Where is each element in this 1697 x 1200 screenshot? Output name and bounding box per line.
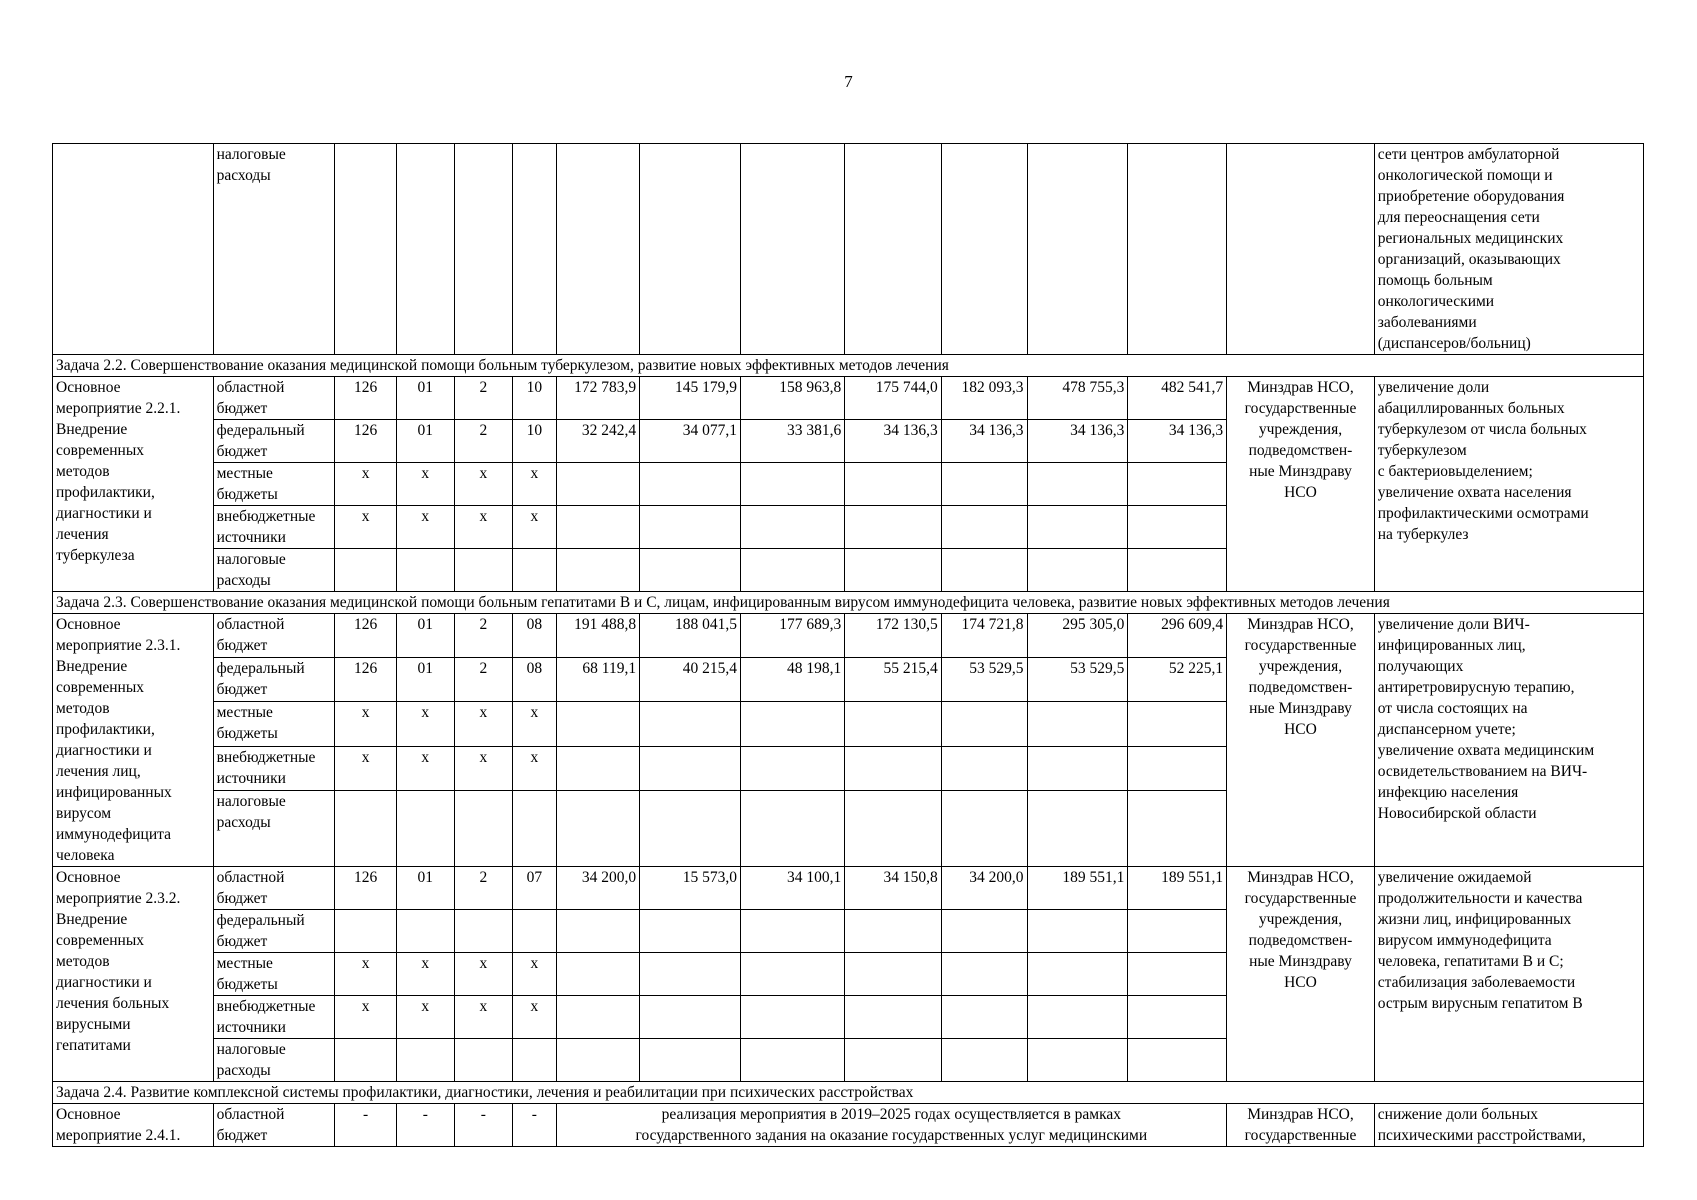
value-cell <box>845 702 942 746</box>
table-row <box>53 144 1644 355</box>
value-cell <box>556 463 640 506</box>
value-cell <box>1027 549 1128 592</box>
value-cell <box>640 463 741 506</box>
value-cell: 482 541,7 <box>1128 377 1227 420</box>
value-cell <box>1128 463 1227 506</box>
empty-cell <box>741 144 845 355</box>
code-cell: x <box>335 746 397 790</box>
value-cell <box>556 1039 640 1082</box>
program-table <box>52 143 1644 1147</box>
value-cell <box>1027 790 1128 866</box>
empty-cell <box>845 144 942 355</box>
funding-source: внебюджетные источники <box>213 746 335 790</box>
value-cell <box>941 910 1027 953</box>
value-cell <box>640 549 741 592</box>
table-row <box>53 867 1644 910</box>
funding-source: областной бюджет <box>213 614 335 658</box>
value-cell <box>1027 996 1128 1039</box>
funding-source: местные бюджеты <box>213 953 335 996</box>
code-cell: 2 <box>454 614 513 658</box>
code-cell <box>335 910 397 953</box>
code-cell: 07 <box>513 867 556 910</box>
value-cell: 32 242,4 <box>556 420 640 463</box>
code-cell: x <box>513 702 556 746</box>
value-cell: 68 119,1 <box>556 658 640 702</box>
value-cell <box>1128 910 1227 953</box>
value-cell: 177 689,3 <box>741 614 845 658</box>
value-cell: 53 529,5 <box>1027 658 1128 702</box>
funding-source: федеральный бюджет <box>213 910 335 953</box>
value-cell <box>1027 953 1128 996</box>
value-cell: 34 136,3 <box>1027 420 1128 463</box>
table-row <box>53 1104 1644 1147</box>
empty-cell <box>397 144 455 355</box>
code-cell <box>513 549 556 592</box>
value-cell <box>741 790 845 866</box>
value-cell <box>845 996 942 1039</box>
value-cell <box>556 996 640 1039</box>
value-cell <box>640 506 741 549</box>
code-cell: 2 <box>454 420 513 463</box>
code-cell: x <box>397 746 455 790</box>
code-cell: x <box>513 996 556 1039</box>
value-cell <box>845 1039 942 1082</box>
code-cell: 126 <box>335 867 397 910</box>
value-cell <box>741 549 845 592</box>
empty-cell <box>335 144 397 355</box>
value-cell: 172 783,9 <box>556 377 640 420</box>
code-cell <box>513 790 556 866</box>
value-cell: 295 305,0 <box>1027 614 1128 658</box>
value-cell <box>640 746 741 790</box>
code-cell: x <box>335 996 397 1039</box>
funding-source: областной бюджет <box>213 377 335 420</box>
empty-cell <box>1027 144 1128 355</box>
code-cell: x <box>513 506 556 549</box>
empty-cell <box>1128 144 1227 355</box>
value-cell <box>640 702 741 746</box>
value-cell: 34 200,0 <box>556 867 640 910</box>
page-number: 7 <box>844 72 853 91</box>
value-cell <box>556 953 640 996</box>
value-cell <box>556 506 640 549</box>
value-cell: 34 136,3 <box>1128 420 1227 463</box>
value-cell <box>845 506 942 549</box>
value-cell <box>941 746 1027 790</box>
code-cell: x <box>335 463 397 506</box>
value-cell: 189 551,1 <box>1027 867 1128 910</box>
task-row <box>53 355 1644 377</box>
code-cell <box>335 790 397 866</box>
code-cell: x <box>513 953 556 996</box>
code-cell: x <box>454 996 513 1039</box>
code-cell: - <box>513 1104 556 1147</box>
value-cell <box>640 790 741 866</box>
code-cell <box>397 910 455 953</box>
table-row <box>53 614 1644 658</box>
value-cell <box>1128 953 1227 996</box>
executor-cell: Минздрав НСО, государственные <box>1227 1104 1375 1147</box>
value-cell <box>1128 506 1227 549</box>
funding-source: налоговые расходы <box>213 549 335 592</box>
measure-name: Основное мероприятие 2.3.1. Внедрение современных методов профилактики, диагностики и лечения лиц, инфицированных вирусом иммунодефицита человека <box>53 614 214 867</box>
value-cell: 296 609,4 <box>1128 614 1227 658</box>
note-cell: реализация мероприятия в 2019–2025 годах осуществляется в рамках государственного задания на оказание государственных услуг медицинскими <box>556 1104 1227 1147</box>
value-cell: 34 077,1 <box>640 420 741 463</box>
code-cell: 01 <box>397 614 455 658</box>
measure-name: Основное мероприятие 2.2.1. Внедрение современных методов профилактики, диагностики и лечения туберкулеза <box>53 377 214 592</box>
value-cell <box>556 702 640 746</box>
code-cell: x <box>454 953 513 996</box>
funding-source: федеральный бюджет <box>213 658 335 702</box>
code-cell: - <box>335 1104 397 1147</box>
value-cell: 48 198,1 <box>741 658 845 702</box>
code-cell <box>397 1039 455 1082</box>
code-cell <box>397 549 455 592</box>
result-cell: увеличение доли абациллированных больных туберкулезом от числа больных туберкулезом с бактериовыделением; увеличение охвата населения профилактическими осмотрами на туберкулез <box>1374 377 1643 592</box>
value-cell <box>941 549 1027 592</box>
value-cell: 34 100,1 <box>741 867 845 910</box>
value-cell <box>556 746 640 790</box>
funding-source: областной бюджет <box>213 1104 335 1147</box>
code-cell <box>454 1039 513 1082</box>
value-cell <box>556 790 640 866</box>
code-cell: 2 <box>454 377 513 420</box>
value-cell <box>556 910 640 953</box>
code-cell: x <box>397 953 455 996</box>
value-cell <box>1128 1039 1227 1082</box>
value-cell: 188 041,5 <box>640 614 741 658</box>
code-cell: 08 <box>513 614 556 658</box>
value-cell <box>941 506 1027 549</box>
value-cell: 33 381,6 <box>741 420 845 463</box>
code-cell: x <box>454 702 513 746</box>
code-cell: x <box>454 463 513 506</box>
value-cell: 145 179,9 <box>640 377 741 420</box>
code-cell: 126 <box>335 614 397 658</box>
code-cell: x <box>513 463 556 506</box>
code-cell: - <box>454 1104 513 1147</box>
value-cell <box>941 1039 1027 1082</box>
value-cell: 34 136,3 <box>845 420 942 463</box>
value-cell: 40 215,4 <box>640 658 741 702</box>
value-cell: 478 755,3 <box>1027 377 1128 420</box>
executor-cell: Минздрав НСО, государственные учреждения, подведомствен- ные Минздраву НСО <box>1227 867 1375 1082</box>
empty-cell <box>53 144 214 355</box>
value-cell <box>741 746 845 790</box>
funding-source: федеральный бюджет <box>213 420 335 463</box>
value-cell <box>741 1039 845 1082</box>
code-cell: x <box>335 702 397 746</box>
value-cell <box>1128 549 1227 592</box>
value-cell <box>941 702 1027 746</box>
code-cell: x <box>454 746 513 790</box>
value-cell <box>741 463 845 506</box>
code-cell: x <box>513 746 556 790</box>
code-cell: 126 <box>335 420 397 463</box>
executor-cell: Минздрав НСО, государственные учреждения, подведомствен- ные Минздраву НСО <box>1227 614 1375 867</box>
value-cell <box>741 506 845 549</box>
value-cell <box>556 549 640 592</box>
code-cell: 08 <box>513 658 556 702</box>
value-cell <box>941 790 1027 866</box>
value-cell: 175 744,0 <box>845 377 942 420</box>
code-cell <box>397 790 455 866</box>
value-cell <box>845 549 942 592</box>
value-cell <box>1128 996 1227 1039</box>
value-cell <box>640 953 741 996</box>
value-cell: 158 963,8 <box>741 377 845 420</box>
funding-source: областной бюджет <box>213 867 335 910</box>
code-cell: 01 <box>397 377 455 420</box>
value-cell <box>1027 702 1128 746</box>
value-cell <box>741 910 845 953</box>
funding-source: местные бюджеты <box>213 702 335 746</box>
code-cell <box>454 549 513 592</box>
value-cell <box>845 953 942 996</box>
value-cell <box>941 953 1027 996</box>
value-cell <box>1027 463 1128 506</box>
funding-source: местные бюджеты <box>213 463 335 506</box>
value-cell <box>1128 702 1227 746</box>
value-cell: 34 200,0 <box>941 867 1027 910</box>
code-cell: x <box>335 953 397 996</box>
code-cell <box>513 1039 556 1082</box>
code-cell <box>454 790 513 866</box>
code-cell: - <box>397 1104 455 1147</box>
funding-source: внебюджетные источники <box>213 506 335 549</box>
code-cell <box>335 549 397 592</box>
value-cell <box>1128 790 1227 866</box>
measure-name: Основное мероприятие 2.4.1. <box>53 1104 214 1147</box>
empty-cell <box>556 144 640 355</box>
value-cell <box>845 910 942 953</box>
value-cell: 34 150,8 <box>845 867 942 910</box>
value-cell: 189 551,1 <box>1128 867 1227 910</box>
empty-cell <box>640 144 741 355</box>
value-cell: 34 136,3 <box>941 420 1027 463</box>
code-cell: 2 <box>454 867 513 910</box>
value-cell <box>640 1039 741 1082</box>
value-cell <box>845 463 942 506</box>
task-title: Задача 2.4. Развитие комплексной системы профилактики, диагностики, лечения и реабилитации при психических расстройствах <box>53 1082 1644 1104</box>
value-cell <box>1027 910 1128 953</box>
code-cell: x <box>397 702 455 746</box>
value-cell <box>845 790 942 866</box>
code-cell: 126 <box>335 377 397 420</box>
empty-cell <box>513 144 556 355</box>
funding-source: налоговые расходы <box>213 144 335 355</box>
code-cell: 01 <box>397 867 455 910</box>
task-row <box>53 1082 1644 1104</box>
value-cell <box>741 996 845 1039</box>
code-cell: 10 <box>513 377 556 420</box>
funding-source: внебюджетные источники <box>213 996 335 1039</box>
value-cell <box>941 463 1027 506</box>
code-cell: 01 <box>397 420 455 463</box>
value-cell <box>640 910 741 953</box>
value-cell <box>1027 1039 1128 1082</box>
result-cell: сети центров амбулаторной онкологической помощи и приобретение оборудования для переоснащения сети региональных медицинских организаций, оказывающих помощь больным онкологическими заболеваниями (диспансеров/больниц) <box>1374 144 1643 355</box>
code-cell <box>335 1039 397 1082</box>
code-cell: x <box>454 506 513 549</box>
value-cell <box>741 953 845 996</box>
empty-cell <box>941 144 1027 355</box>
measure-name: Основное мероприятие 2.3.2. Внедрение современных методов диагностики и лечения больных вирусными гепатитами <box>53 867 214 1082</box>
result-cell: увеличение доли ВИЧ- инфицированных лиц, получающих антиретровирусную терапию, от числа состоящих на диспансерном учете; увеличение охвата медицинским освидетельствованием на ВИЧ- инфекцию населения Новосибирской области <box>1374 614 1643 867</box>
value-cell: 55 215,4 <box>845 658 942 702</box>
empty-cell <box>454 144 513 355</box>
task-title: Задача 2.3. Совершенствование оказания медицинской помощи больным гепатитами В и С, лицам, инфицированным вирусом иммунодефицита человека, развитие новых эффективных методов лечения <box>53 592 1644 614</box>
value-cell: 182 093,3 <box>941 377 1027 420</box>
table-row <box>53 377 1644 420</box>
value-cell <box>941 996 1027 1039</box>
value-cell: 172 130,5 <box>845 614 942 658</box>
value-cell: 52 225,1 <box>1128 658 1227 702</box>
task-title: Задача 2.2. Совершенствование оказания медицинской помощи больным туберкулезом, развитие новых эффективных методов лечения <box>53 355 1644 377</box>
task-row <box>53 592 1644 614</box>
funding-source: налоговые расходы <box>213 1039 335 1082</box>
value-cell <box>1128 746 1227 790</box>
code-cell: x <box>397 506 455 549</box>
code-cell <box>513 910 556 953</box>
code-cell <box>454 910 513 953</box>
code-cell: 10 <box>513 420 556 463</box>
code-cell: 01 <box>397 658 455 702</box>
code-cell: x <box>335 506 397 549</box>
value-cell: 53 529,5 <box>941 658 1027 702</box>
value-cell <box>845 746 942 790</box>
funding-source: налоговые расходы <box>213 790 335 866</box>
executor-cell: Минздрав НСО, государственные учреждения, подведомствен- ные Минздраву НСО <box>1227 377 1375 592</box>
value-cell: 174 721,8 <box>941 614 1027 658</box>
code-cell: 2 <box>454 658 513 702</box>
value-cell <box>1027 506 1128 549</box>
value-cell <box>1027 746 1128 790</box>
value-cell: 191 488,8 <box>556 614 640 658</box>
empty-cell <box>1227 144 1375 355</box>
code-cell: x <box>397 996 455 1039</box>
value-cell: 15 573,0 <box>640 867 741 910</box>
code-cell: 126 <box>335 658 397 702</box>
result-cell: увеличение ожидаемой продолжительности и качества жизни лиц, инфицированных вирусом иммунодефицита человека, гепатитами В и С; стабилизация заболеваемости острым вирусным гепатитом В <box>1374 867 1643 1082</box>
result-cell: снижение доли больных психическими расстройствами, <box>1374 1104 1643 1147</box>
value-cell <box>640 996 741 1039</box>
value-cell <box>741 702 845 746</box>
code-cell: x <box>397 463 455 506</box>
